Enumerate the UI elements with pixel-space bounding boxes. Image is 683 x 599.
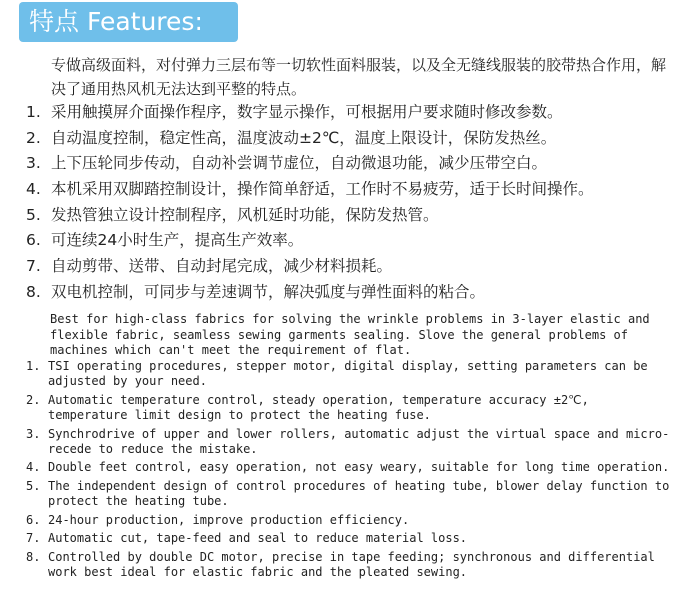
en-feature-number: 4. xyxy=(26,460,41,475)
en-feature-item xyxy=(26,550,674,581)
cn-feature-item xyxy=(26,151,676,177)
en-feature-item xyxy=(26,479,674,510)
en-feature-item xyxy=(26,513,674,528)
cn-feature-item xyxy=(26,177,676,203)
cn-feature-number: 1. xyxy=(26,103,41,121)
en-feature-number: 8. xyxy=(26,549,41,564)
cn-feature-item xyxy=(26,126,676,152)
cn-feature-number: 5. xyxy=(26,205,41,224)
cn-feature-number: 7. xyxy=(26,257,41,276)
cn-intro-paragraph: 专做高级面料，对付弹力三层布等一切软性面料服装，以及全无缝线服装的胶带热合作用，解决了通用热风机无法达到平整的特点。 xyxy=(51,56,667,98)
cn-feature-list xyxy=(26,100,676,306)
cn-feature-text: 自动温度控制，稳定性高，温度波动±2℃，温度上限设计，保防发热丝。 xyxy=(51,128,557,147)
cn-feature-item xyxy=(26,280,676,306)
cn-feature-number: 6. xyxy=(26,231,41,250)
cn-feature-text: 上下压轮同步传动，自动补尝调节虚位，自动微退功能，减少压带空白。 xyxy=(51,154,548,173)
en-feature-list xyxy=(26,359,674,583)
en-feature-item xyxy=(26,359,674,390)
en-feature-item xyxy=(26,393,674,424)
en-feature-number: 7. xyxy=(26,531,41,546)
en-feature-number: 1. xyxy=(26,359,41,373)
cn-feature-number: 8. xyxy=(26,282,41,301)
en-feature-number: 6. xyxy=(26,512,41,527)
cn-feature-text: 可连续24小时生产，提高生产效率。 xyxy=(51,231,304,250)
cn-feature-text: 双电机控制，可同步与差速调节，解决弧度与弹性面料的粘合。 xyxy=(51,282,486,301)
cn-feature-number: 3. xyxy=(26,154,41,173)
cn-feature-item xyxy=(26,254,676,280)
en-feature-text: Automatic temperature control, steady operation, temperature accuracy ±2℃, temperature limit design to protect the heating fuse. xyxy=(48,392,589,423)
en-feature-text: 24-hour production, improve production efficiency. xyxy=(48,512,410,527)
cn-feature-item xyxy=(26,228,676,254)
cn-feature-item xyxy=(26,100,676,126)
cn-feature-text: 发热管独立设计控制程序，风机延时功能，保防发热管。 xyxy=(51,205,439,224)
en-feature-text: Controlled by double DC motor, precise in tape feeding; synchronous and differential work best ideal for elastic fabric and the pleated sewing. xyxy=(48,549,655,579)
cn-feature-text: 采用触摸屏介面操作程序，数字显示操作，可根据用户要求随时修改参数。 xyxy=(51,103,563,121)
en-feature-number: 5. xyxy=(26,478,41,493)
en-feature-item xyxy=(26,531,674,546)
en-feature-item xyxy=(26,460,674,475)
en-feature-text: The independent design of control procedures of heating tube, blower delay function to protect the heating tube. xyxy=(48,478,670,509)
en-feature-number: 3. xyxy=(26,426,41,441)
cn-feature-item xyxy=(26,203,676,229)
cn-feature-text: 自动剪带、送带、自动封尾完成，减少材料损耗。 xyxy=(51,257,393,276)
en-feature-number: 2. xyxy=(26,392,41,407)
en-feature-item xyxy=(26,427,674,458)
en-feature-text: Double feet control, easy operation, not easy weary, suitable for long time operation. xyxy=(48,460,670,475)
cn-feature-number: 4. xyxy=(26,180,41,199)
features-header: 特点 Features: xyxy=(19,2,238,42)
en-feature-text: Automatic cut, tape-feed and seal to reduce material loss. xyxy=(48,531,468,546)
cn-feature-number: 2. xyxy=(26,128,41,147)
en-feature-text: Synchrodrive of upper and lower rollers, automatic adjust the virtual space and micro-recede to reduce the mistake. xyxy=(48,426,670,456)
cn-feature-text: 本机采用双脚踏控制设计，操作简单舒适，工作时不易疲劳，适于长时间操作。 xyxy=(51,180,594,199)
en-feature-text: TSI operating procedures, stepper motor, digital display, setting parameters can be adjusted by your need. xyxy=(48,359,648,389)
en-intro-paragraph: Best for high-class fabrics for solving the wrinkle problems in 3-layer elastic and flexible fabric, seamless sewing garments sealing. Slove the general problems of machines which can't meet the requirement of flat. xyxy=(50,312,650,357)
